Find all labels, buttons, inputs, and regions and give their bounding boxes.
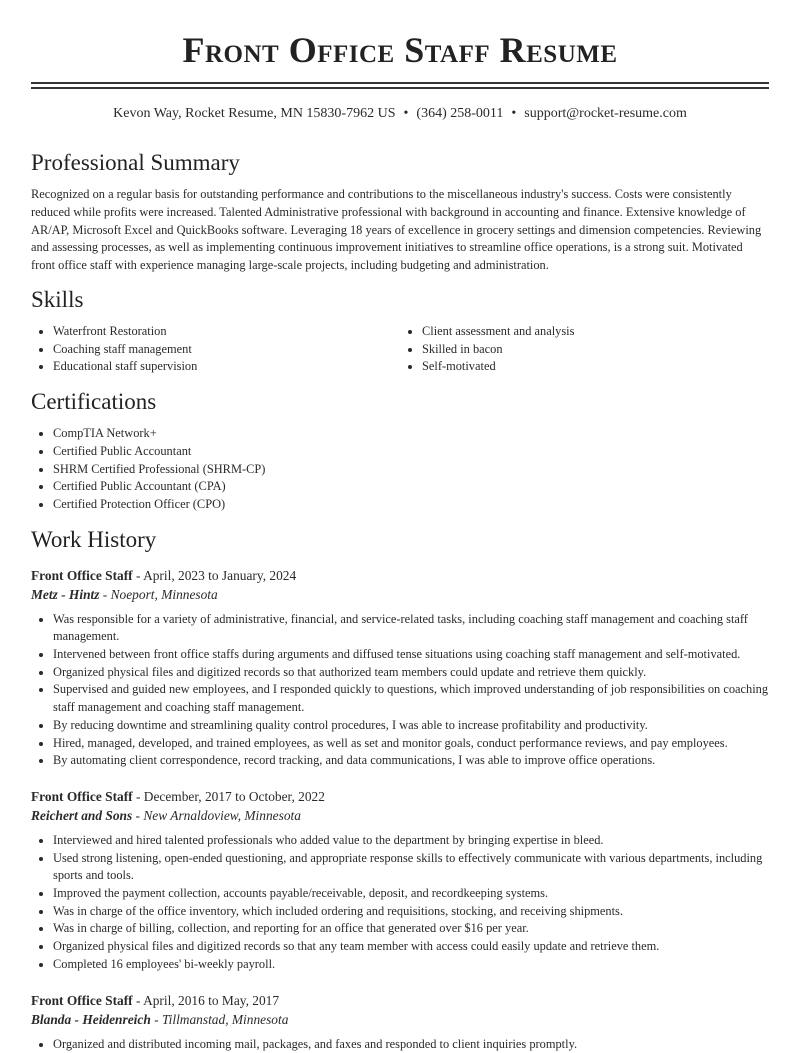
skills-list-left (31, 323, 400, 376)
skills-heading: Skills (31, 286, 84, 312)
title-divider-second (31, 87, 769, 89)
contact-line (31, 105, 769, 123)
contact-separator: • (511, 106, 517, 121)
work-history-heading: Work History (31, 526, 157, 552)
job-bullet: • Interviewed and hired talented professionals who added value to the department by bringing expertise in bleed. (53, 832, 769, 850)
skill-item: • Self-motivated (422, 358, 769, 376)
job-company-line: Metz - Hintz - Noeport, Minnesota (31, 586, 218, 602)
job-company: Reichert and Sons (31, 807, 133, 823)
certification-item: • CompTIA Network+ (53, 425, 769, 443)
certification-item: • Certified Protection Officer (CPO) (53, 496, 769, 514)
skill-item: • Waterfront Restoration (53, 323, 400, 341)
job-bullet: • Hired, managed, developed, and trained employees, as well as set and monitor goals, conduct performance reviews, and pay employees. (53, 735, 769, 753)
title-divider (31, 82, 769, 86)
job-location: Tillmanstad, Minnesota (161, 1011, 289, 1027)
certification-item: • SHRM Certified Professional (SHRM-CP) (53, 461, 769, 479)
skill-item: • Skilled in bacon (422, 341, 769, 359)
contact-separator: • (403, 106, 409, 121)
job-role: Front Office Staff (31, 788, 133, 804)
summary-text: Recognized on a regular basis for outstanding performance and contributions to the miscellaneous industry's success. Costs were consistently reduced while profits were increased. Talented Administrative professional with background in accounting and finance. Extensive knowledge of AR/AP, Microsoft Excel and QuickBooks software. Leveraging 18 years of excellence in grocery settings and dimension competencies. Reviewing and assessing processes, as well as implementing continuous improvement initiatives to streamline office operations, is a strong suit. Motivated front office staff with experience managing large-scale projects, including budgeting and administration. (31, 187, 762, 273)
job-entry (31, 991, 769, 1053)
job-bullet: • Organized and distributed incoming mail, packages, and faxes and responded to client inquiries promptly. (53, 1036, 769, 1053)
job-role: Front Office Staff (31, 567, 133, 583)
job-company: Blanda - Heidenreich (31, 1011, 151, 1027)
job-bullets (31, 611, 769, 770)
resume-page (31, 0, 769, 1053)
job-title-line: Front Office Staff - April, 2023 to January, 2024 (31, 567, 297, 583)
job-bullet: • Was in charge of billing, collection, and reporting for an office that generated over $16 per year. (53, 920, 769, 938)
job-title-line: Front Office Staff - December, 2017 to October, 2022 (31, 788, 325, 804)
summary-heading: Professional Summary (31, 150, 240, 175)
job-location: Noeport, Minnesota (110, 586, 218, 602)
skill-item: • Educational staff supervision (53, 358, 400, 376)
skill-item: • Coaching staff management (53, 341, 400, 359)
certification-item: • Certified Public Accountant (CPA) (53, 478, 769, 496)
job-dates: April, 2023 to January, 2024 (143, 567, 297, 583)
job-dates: April, 2016 to May, 2017 (143, 992, 280, 1008)
job-company-line: Blanda - Heidenreich - Tillmanstad, Minnesota (31, 1011, 289, 1027)
job-bullet: • Intervened between front office staffs during arguments and diffused tense situations using coaching staff management and self-motivated. (53, 646, 769, 664)
skills-list-right (400, 323, 769, 376)
job-company: Metz - Hintz (31, 586, 100, 602)
job-role: Front Office Staff (31, 992, 133, 1008)
job-bullet: • Organized physical files and digitized records so that authorized team members could update and retrieve them quickly. (53, 664, 769, 682)
job-title-line: Front Office Staff - April, 2016 to May, 2017 (31, 992, 280, 1008)
certifications-heading: Certifications (31, 389, 157, 415)
job-company-line: Reichert and Sons - New Arnaldoview, Minnesota (31, 807, 301, 823)
job-bullet: • Was responsible for a variety of administrative, financial, and service-related tasks, including coaching staff management and coaching staff management. (53, 611, 769, 646)
job-bullet: • By automating client correspondence, record tracking, and data communications, I was able to improve office operations. (53, 752, 769, 770)
job-bullet: • Was in charge of the office inventory, which included ordering and requisitions, stocking, and receiving shipments. (53, 903, 769, 921)
skill-item: • Client assessment and analysis (422, 323, 769, 341)
job-dates: December, 2017 to October, 2022 (143, 788, 325, 804)
job-bullet: • Completed 16 employees' bi-weekly payroll. (53, 956, 769, 974)
contact-email: support@rocket-resume.com (524, 106, 687, 121)
job-bullets (31, 1036, 769, 1053)
job-bullet: • Used strong listening, open-ended questioning, and appropriate response skills to effectively communicate with various departments, including sports and tools. (53, 850, 769, 885)
contact-phone: (364) 258-0011 (416, 106, 504, 121)
job-location: New Arnaldoview, Minnesota (143, 807, 301, 823)
resume-title: Front Office Staff Resume (182, 30, 618, 70)
skills-columns (31, 323, 769, 376)
contact-address: Kevon Way, Rocket Resume, MN 15830-7962 US (113, 106, 396, 121)
job-bullet: • Improved the payment collection, accounts payable/receivable, deposit, and recordkeeping systems. (53, 885, 769, 903)
certifications-list (31, 425, 769, 514)
job-bullet: • Organized physical files and digitized records so that any team member with access could easily update and retrieve them. (53, 938, 769, 956)
job-entry (31, 566, 769, 770)
job-bullet: • Supervised and guided new employees, and I responded quickly to questions, which improved understanding of job responsibilities on coaching staff management and coaching staff management. (53, 681, 769, 716)
certification-item: • Certified Public Accountant (53, 443, 769, 461)
job-bullet: • By reducing downtime and streamlining quality control procedures, I was able to increase profitability and productivity. (53, 717, 769, 735)
job-entry (31, 787, 769, 974)
job-bullets (31, 832, 769, 974)
